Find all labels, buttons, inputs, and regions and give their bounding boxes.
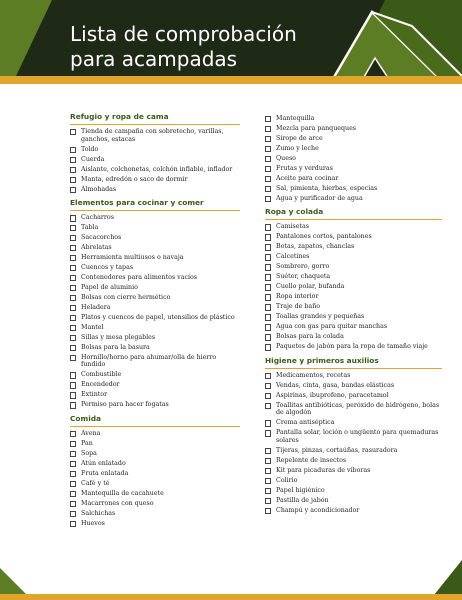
checkbox[interactable] bbox=[265, 196, 271, 202]
section-right-2 bbox=[265, 356, 442, 515]
checkbox[interactable] bbox=[70, 481, 76, 487]
section-left-1 bbox=[70, 198, 240, 409]
checklist bbox=[70, 214, 240, 409]
checklist-item bbox=[265, 419, 442, 427]
checklist-item-label: Frutas y verduras bbox=[276, 164, 333, 172]
checklist-item bbox=[265, 457, 442, 465]
checkbox[interactable] bbox=[70, 431, 76, 437]
checkbox[interactable] bbox=[265, 176, 271, 182]
checklist bbox=[265, 372, 442, 515]
checklist-item-label: Camisetas bbox=[276, 223, 310, 231]
checklist-item-label: Avena bbox=[81, 430, 101, 438]
checkbox[interactable] bbox=[70, 382, 76, 388]
checklist-item-label: Mezcla para panqueques bbox=[276, 124, 357, 132]
checkbox[interactable] bbox=[265, 264, 271, 270]
checklist-item-label: Toallas grandes y pequeñas bbox=[276, 313, 365, 321]
checklist-item-label: Hornillo/horno para ahumar/olla de hierro fundido bbox=[81, 353, 217, 369]
checklist-item-label: Agua con gas para quitar manchas bbox=[276, 323, 388, 331]
checklist-item-label: Mantel bbox=[81, 323, 104, 331]
checklist-item-label: Heladera bbox=[81, 303, 111, 311]
checklist-item-label: Papel higiénico bbox=[276, 486, 325, 494]
checklist-item-label: Agua y purificador de agua bbox=[276, 194, 363, 202]
checkbox[interactable] bbox=[265, 126, 271, 132]
checklist-item-label: Queso bbox=[276, 154, 296, 162]
checkbox[interactable] bbox=[70, 187, 76, 193]
checklist-item bbox=[265, 185, 442, 193]
checklist-item-label: Encendedor bbox=[81, 381, 120, 389]
checklist-item bbox=[265, 303, 442, 311]
checkbox[interactable] bbox=[265, 488, 271, 494]
checklist-item-label: Combustible bbox=[81, 371, 122, 379]
checkbox[interactable] bbox=[265, 186, 271, 192]
checklist-item-label: Mantequilla bbox=[276, 115, 315, 122]
checklist-item-label: Papel de aluminio bbox=[81, 284, 138, 291]
checkbox[interactable] bbox=[265, 498, 271, 504]
checklist-item bbox=[265, 477, 442, 485]
checklist-item bbox=[70, 334, 240, 342]
checklist-item bbox=[70, 381, 240, 389]
checkbox[interactable] bbox=[70, 245, 76, 251]
checklist-item-label: Suéter, chaqueta bbox=[276, 273, 331, 281]
checkbox[interactable] bbox=[265, 116, 271, 122]
checkbox[interactable] bbox=[70, 167, 76, 173]
checklist-item-label: Sal, pimienta, hierbas, especias bbox=[276, 184, 378, 192]
checklist-item-label: Cuerda bbox=[81, 155, 105, 163]
checklist-item bbox=[265, 382, 442, 390]
checklist-item bbox=[70, 401, 240, 409]
checklist-item bbox=[70, 244, 240, 252]
checklist-item bbox=[265, 293, 442, 301]
checkbox[interactable] bbox=[70, 372, 76, 378]
checkbox[interactable] bbox=[70, 345, 76, 351]
checklist-item bbox=[70, 371, 240, 379]
section-left-2 bbox=[70, 414, 240, 527]
checkbox[interactable] bbox=[70, 521, 76, 527]
checklist-item bbox=[265, 233, 442, 241]
checklist-item bbox=[265, 175, 442, 183]
checklist-item-label: Pastilla de jabón bbox=[276, 496, 329, 504]
section-right-0 bbox=[265, 115, 442, 202]
checkbox[interactable] bbox=[265, 274, 271, 280]
checkbox[interactable] bbox=[70, 255, 76, 261]
checklist-item-label: Aspirinas, ibuprofeno, paracetamol bbox=[276, 391, 389, 399]
checkbox[interactable] bbox=[265, 136, 271, 142]
checklist-item bbox=[265, 243, 442, 251]
checkbox[interactable] bbox=[265, 508, 271, 514]
checklist-item-label: Aislante, colchonetas, colchón inflable, inflador bbox=[81, 165, 233, 173]
checklist-item bbox=[70, 254, 240, 262]
checklist-item bbox=[265, 253, 442, 261]
checklist-item-label: Crema antiséptica bbox=[276, 419, 335, 427]
section-heading: Elementos para cocinar y comer bbox=[70, 198, 240, 211]
page-title bbox=[70, 22, 297, 72]
checklist-item-label: Tienda de campaña con sobretecho, varillas, ganchos, estacas bbox=[81, 128, 224, 143]
checklist-item bbox=[265, 429, 442, 444]
checklist-item-label: Repelente de insectos bbox=[276, 456, 347, 464]
checkbox[interactable] bbox=[265, 224, 271, 230]
checkbox[interactable] bbox=[265, 478, 271, 484]
checklist-item bbox=[70, 391, 240, 399]
checklist-item bbox=[70, 166, 240, 174]
checklist-item bbox=[70, 224, 240, 232]
checklist-item-label: Toldo bbox=[81, 145, 99, 153]
checkbox[interactable] bbox=[70, 402, 76, 408]
checkbox[interactable] bbox=[265, 334, 271, 340]
header-banner bbox=[0, 0, 462, 84]
left-column bbox=[70, 112, 240, 532]
checklist-item bbox=[265, 402, 442, 417]
checklist-item bbox=[70, 470, 240, 478]
checkbox[interactable] bbox=[70, 285, 76, 291]
checkbox[interactable] bbox=[70, 441, 76, 447]
checklist-item bbox=[70, 520, 240, 528]
checklist-item bbox=[70, 450, 240, 458]
checklist-item bbox=[70, 460, 240, 468]
checkbox[interactable] bbox=[70, 225, 76, 231]
checklist-item bbox=[265, 333, 442, 341]
section-heading: Higiene y primeros auxilios bbox=[265, 356, 442, 369]
checklist-item-label: Sopa bbox=[81, 449, 97, 457]
checklist-item bbox=[265, 392, 442, 400]
checklist-item-label: Sombrero, gorro bbox=[276, 263, 330, 271]
checklist-item bbox=[70, 510, 240, 518]
checklist-item bbox=[70, 264, 240, 272]
checklist-item bbox=[70, 490, 240, 498]
checklist-item-label: Kit para picaduras de víboras bbox=[276, 466, 371, 474]
checklist-item-label: Abrelatas bbox=[81, 244, 112, 252]
checkbox[interactable] bbox=[70, 461, 76, 467]
page-title-line-1: Lista de comprobación bbox=[70, 22, 297, 46]
checkbox[interactable] bbox=[265, 146, 271, 152]
checkbox[interactable] bbox=[70, 335, 76, 341]
checkbox[interactable] bbox=[265, 304, 271, 310]
checklist-item-label: Tabla bbox=[81, 224, 99, 232]
checkbox[interactable] bbox=[70, 215, 76, 221]
checkbox[interactable] bbox=[265, 284, 271, 290]
right-column bbox=[265, 112, 442, 519]
checklist-item bbox=[70, 186, 240, 194]
checkbox[interactable] bbox=[265, 156, 271, 162]
checkbox[interactable] bbox=[70, 275, 76, 281]
checklist-item-label: Tijeras, pinzas, cortaúñas, rasuradora bbox=[276, 446, 398, 454]
checkbox[interactable] bbox=[265, 324, 271, 330]
checklist-item bbox=[265, 283, 442, 291]
checkbox[interactable] bbox=[70, 451, 76, 457]
checklist-item bbox=[70, 354, 240, 369]
checklist-item bbox=[70, 284, 240, 292]
checklist-item-label: Mantequilla de cacahuete bbox=[81, 489, 164, 497]
checklist-item-label: Salchichas bbox=[81, 509, 116, 517]
checklist-item bbox=[70, 304, 240, 312]
section-right-1 bbox=[265, 207, 442, 350]
checklist bbox=[70, 128, 240, 193]
checklist-item-label: Medicamentos, recetas bbox=[276, 371, 351, 379]
checklist-item-label: Sirope de arce bbox=[276, 134, 323, 142]
checklist bbox=[70, 430, 240, 527]
checkbox[interactable] bbox=[70, 315, 76, 321]
checklist-item bbox=[265, 125, 442, 133]
checklist-item-label: Paquetes de jabón para la ropa de tamaño viaje bbox=[276, 343, 428, 351]
checklist-item-label: Herramienta multiusos o navaja bbox=[81, 254, 184, 262]
checklist-item bbox=[265, 115, 442, 123]
checklist-item bbox=[265, 135, 442, 143]
checklist-item-label: Vendas, cinta, gasa, bandas elásticas bbox=[276, 381, 395, 389]
checkbox[interactable] bbox=[70, 491, 76, 497]
checklist-item-label: Macarrones con queso bbox=[81, 499, 154, 507]
checklist-item bbox=[265, 263, 442, 271]
checklist-item bbox=[70, 314, 240, 322]
checklist-item bbox=[265, 467, 442, 475]
page-title-line-2: para acampadas bbox=[70, 47, 238, 71]
checkbox[interactable] bbox=[265, 383, 271, 389]
checklist-item bbox=[70, 430, 240, 438]
checklist bbox=[265, 115, 442, 202]
checkbox[interactable] bbox=[265, 420, 271, 426]
checklist-item-label: Atún enlatado bbox=[81, 459, 126, 467]
checklist-item bbox=[265, 145, 442, 153]
checkbox[interactable] bbox=[265, 458, 271, 464]
checkbox[interactable] bbox=[265, 244, 271, 250]
checklist-item-label: Pantalla solar, loción o ungüento para quemaduras solares bbox=[276, 429, 439, 444]
checkbox[interactable] bbox=[265, 393, 271, 399]
checklist-item-label: Traje de baño bbox=[276, 303, 321, 311]
checkbox[interactable] bbox=[70, 129, 76, 135]
checkbox[interactable] bbox=[265, 468, 271, 474]
checklist-item-label: Contenedores para alimentos vacíos bbox=[81, 274, 198, 282]
checkbox[interactable] bbox=[265, 166, 271, 172]
checkbox[interactable] bbox=[70, 305, 76, 311]
checklist-item bbox=[265, 155, 442, 163]
checklist-item-label: Zumo y leche bbox=[276, 144, 319, 152]
checkbox[interactable] bbox=[70, 147, 76, 153]
checkbox[interactable] bbox=[70, 265, 76, 271]
checklist-item bbox=[265, 313, 442, 321]
checklist-item bbox=[265, 487, 442, 495]
checklist-item bbox=[265, 507, 442, 515]
checklist-item-label: Permiso para hacer fogatas bbox=[81, 401, 169, 409]
checkbox[interactable] bbox=[265, 448, 271, 454]
checklist-item bbox=[70, 294, 240, 302]
checklist-item-label: Extintor bbox=[81, 391, 108, 399]
checklist-item bbox=[265, 497, 442, 505]
checklist-item-label: Bolsas con cierre hermético bbox=[81, 293, 171, 301]
checklist-item-label: Platos y cuencos de papel, utensilios de plástico bbox=[81, 313, 235, 321]
checklist-item bbox=[70, 156, 240, 164]
checkbox[interactable] bbox=[70, 177, 76, 183]
checkbox[interactable] bbox=[265, 344, 271, 350]
checklist-item bbox=[265, 447, 442, 455]
checkbox[interactable] bbox=[70, 392, 76, 398]
checklist-item bbox=[70, 176, 240, 184]
checklist-item-label: Bolsas para la basura bbox=[81, 343, 150, 351]
checklist-item-label: Toallitas antibióticas, peróxido de hidrógeno, bolas de algodón bbox=[276, 401, 440, 417]
checklist-item bbox=[70, 146, 240, 154]
checklist-item bbox=[265, 165, 442, 173]
checkbox[interactable] bbox=[265, 254, 271, 260]
checklist-item-label: Ropa interior bbox=[276, 293, 319, 301]
checklist-item-label: Pantalones cortos, pantalones bbox=[276, 233, 372, 241]
checklist bbox=[265, 223, 442, 350]
checklist-item bbox=[265, 195, 442, 203]
checklist-item bbox=[70, 274, 240, 282]
checkbox[interactable] bbox=[70, 511, 76, 517]
checklist-item-label: Sacacorchos bbox=[81, 234, 122, 242]
checklist-item-label: Bolsas para la colada bbox=[276, 333, 344, 341]
checkbox[interactable] bbox=[70, 471, 76, 477]
checklist-item bbox=[70, 214, 240, 222]
section-heading: Ropa y colada bbox=[265, 207, 442, 220]
checklist-item-label: Huevos bbox=[81, 519, 105, 527]
checklist-item-label: Cuello polar, bufanda bbox=[276, 283, 345, 291]
checkbox[interactable] bbox=[265, 234, 271, 240]
checklist-item bbox=[70, 500, 240, 508]
checklist-item bbox=[70, 344, 240, 352]
checklist-item bbox=[265, 323, 442, 331]
checklist-item-label: Cuencos y tapas bbox=[81, 264, 134, 272]
section-left-0 bbox=[70, 112, 240, 193]
checkbox[interactable] bbox=[265, 403, 271, 409]
checklist-item-label: Champú y acondicionador bbox=[276, 506, 360, 514]
checklist-item bbox=[265, 372, 442, 380]
checklist-item-label: Botas, zapatos, chanclas bbox=[276, 243, 355, 251]
checklist-item-label: Colirio bbox=[276, 476, 298, 484]
checkbox[interactable] bbox=[70, 355, 76, 361]
checkbox[interactable] bbox=[70, 157, 76, 163]
checkbox[interactable] bbox=[70, 501, 76, 507]
checkbox[interactable] bbox=[70, 235, 76, 241]
checkbox[interactable] bbox=[265, 294, 271, 300]
checklist-item-label: Manta, edredón o saco de dormir bbox=[81, 175, 188, 183]
checklist-item bbox=[70, 440, 240, 448]
footer-decoration bbox=[0, 560, 462, 600]
checklist-item bbox=[265, 343, 442, 351]
checklist-item-label: Fruta enlatada bbox=[81, 469, 129, 477]
section-heading: Comida bbox=[70, 414, 240, 427]
checkbox[interactable] bbox=[70, 325, 76, 331]
checklist-item bbox=[70, 480, 240, 488]
section-heading: Refugio y ropa de cama bbox=[70, 112, 240, 125]
checklist-item-label: Almohadas bbox=[81, 185, 117, 193]
checklist-item bbox=[265, 223, 442, 231]
checklist-item bbox=[70, 324, 240, 332]
checkbox[interactable] bbox=[265, 373, 271, 379]
checklist-item bbox=[70, 234, 240, 242]
checklist-item-label: Aceite para cocinar bbox=[276, 174, 339, 182]
checklist-item-label: Sillas y mesa plegables bbox=[81, 333, 156, 341]
checkbox[interactable] bbox=[265, 430, 271, 436]
checklist-item-label: Cacharros bbox=[81, 214, 114, 222]
checklist-item-label: Pan bbox=[81, 440, 93, 447]
checkbox[interactable] bbox=[265, 314, 271, 320]
checklist-item-label: Café y té bbox=[81, 479, 110, 487]
checklist-item-label: Calcetines bbox=[276, 253, 310, 261]
checklist-item bbox=[70, 128, 240, 143]
checklist-item bbox=[265, 273, 442, 281]
checkbox[interactable] bbox=[70, 295, 76, 301]
